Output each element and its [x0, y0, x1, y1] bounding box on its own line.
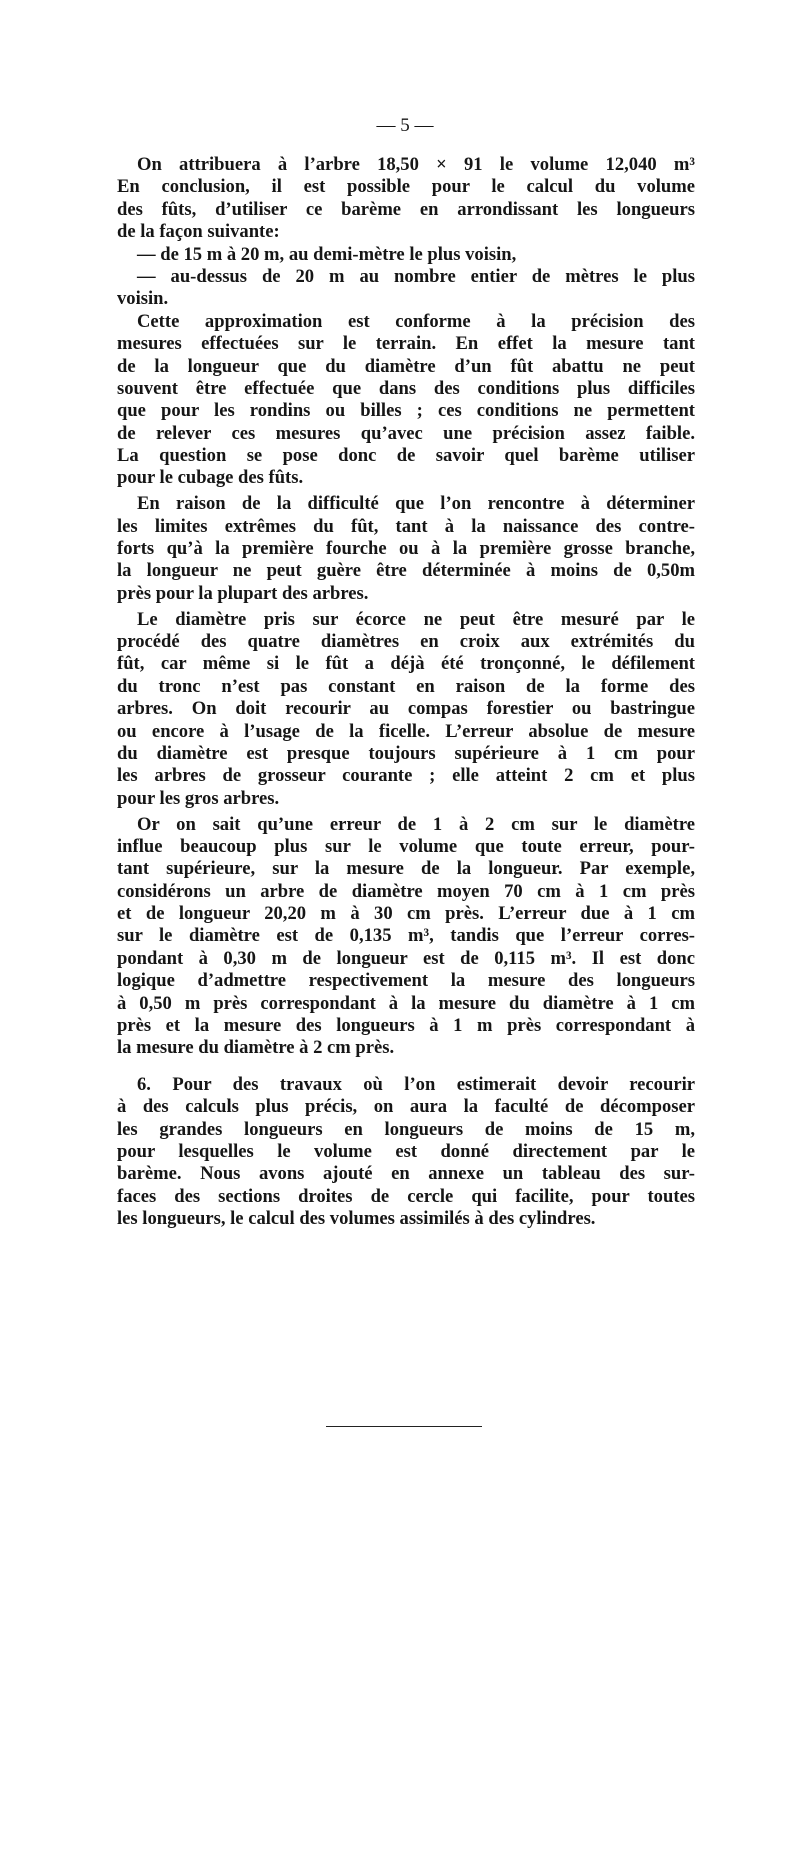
text-line: 6. Pour des travaux où l’on estimerait devoir recourir	[137, 1073, 695, 1095]
body-text	[117, 154, 695, 1234]
text-line: les longueurs, le calcul des volumes assimilés à des cylindres.	[117, 1208, 596, 1230]
text-line: pour le cubage des fûts.	[117, 467, 304, 489]
text-line: — au-dessus de 20 m au nombre entier de mètres le plus	[137, 265, 695, 287]
paragraph	[117, 311, 695, 490]
paragraph	[117, 244, 695, 266]
text-line: des fûts, d’utiliser ce barème en arrondissant les longueurs	[117, 198, 695, 220]
text-line: la longueur ne peut guère être déterminée à moins de 0,50m	[117, 560, 695, 582]
text-line: de la longueur que du diamètre d’un fût abattu ne peut	[117, 355, 695, 377]
text-line: du diamètre est presque toujours supérieure à 1 cm pour	[117, 742, 695, 764]
text-line: logique d’admettre respectivement la mesure des longueurs	[117, 970, 695, 992]
text-line: considérons un arbre de diamètre moyen 70 cm à 1 cm près	[117, 880, 695, 902]
text-line: La question se pose donc de savoir quel barème utiliser	[117, 445, 695, 467]
paragraph	[117, 1074, 695, 1231]
text-line: fût, car même si le fût a déjà été tronçonné, le défilement	[117, 653, 695, 675]
text-line: procédé des quatre diamètres en croix aux extrémités du	[117, 630, 695, 652]
text-line: voisin.	[117, 288, 169, 310]
text-line: les limites extrêmes du fût, tant à la naissance des contre-	[117, 515, 695, 537]
text-line: Le diamètre pris sur écorce ne peut être mesuré par le	[137, 608, 695, 630]
paragraph	[117, 266, 695, 311]
text-line: mesures effectuées sur le terrain. En effet la mesure tant	[117, 333, 695, 355]
text-line: les arbres de grosseur courante ; elle atteint 2 cm et plus	[117, 765, 695, 787]
paragraph	[117, 814, 695, 1060]
text-line: Cette approximation est conforme à la précision des	[137, 310, 695, 332]
text-line: sur le diamètre est de 0,135 m³, tandis que l’erreur corres-	[117, 925, 695, 947]
text-line: à 0,50 m près correspondant à la mesure du diamètre à 1 cm	[117, 992, 695, 1014]
text-line: forts qu’à la première fourche ou à la première grosse branche,	[117, 538, 695, 560]
text-line: la mesure du diamètre à 2 cm près.	[117, 1037, 395, 1059]
text-line: pondant à 0,30 m de longueur est de 0,115 m³. Il est donc	[117, 947, 695, 969]
text-line: — de 15 m à 20 m, au demi-mètre le plus voisin,	[137, 243, 517, 265]
text-line: pour les gros arbres.	[117, 787, 280, 809]
paragraph	[117, 493, 695, 605]
text-line: influe beaucoup plus sur le volume que toute erreur, pour-	[117, 835, 695, 857]
text-line: les grandes longueurs en longueurs de moins de 15 m,	[117, 1118, 695, 1140]
end-rule	[326, 1426, 482, 1427]
text-line: du tronc n’est pas constant en raison de la forme des	[117, 675, 695, 697]
text-line: faces des sections droites de cercle qui facilite, pour toutes	[117, 1185, 695, 1207]
text-line: souvent être effectuée que dans des conditions plus difficiles	[117, 377, 695, 399]
page-number: — 5 —	[376, 115, 434, 136]
text-line: En conclusion, il est possible pour le calcul du volume	[117, 176, 695, 198]
text-line: ou encore à l’usage de la ficelle. L’erreur absolue de mesure	[117, 720, 695, 742]
text-line: que pour les rondins ou billes ; ces conditions ne permettent	[117, 400, 695, 422]
text-line: de la façon suivante:	[117, 221, 280, 243]
paragraph	[117, 609, 695, 811]
text-line: et de longueur 20,20 m à 30 cm près. L’erreur due à 1 cm	[117, 903, 695, 925]
text-line: Or on sait qu’une erreur de 1 à 2 cm sur le diamètre	[137, 813, 695, 835]
text-line: près pour la plupart des arbres.	[117, 582, 369, 604]
text-line: de relever ces mesures qu’avec une précision assez faible.	[117, 422, 695, 444]
text-line: pour lesquelles le volume est donné directement par le	[117, 1140, 695, 1162]
text-line: barème. Nous avons ajouté en annexe un tableau des sur-	[117, 1163, 695, 1185]
text-line: arbres. On doit recourir au compas forestier ou bastringue	[117, 698, 695, 720]
text-line: tant supérieure, sur la mesure de la longueur. Par exemple,	[117, 858, 695, 880]
text-line: près et la mesure des longueurs à 1 m près correspondant à	[117, 1015, 695, 1037]
text-line: En raison de la difficulté que l’on rencontre à déterminer	[137, 493, 695, 515]
paragraph	[117, 154, 695, 244]
text-line: On attribuera à l’arbre 18,50 × 91 le volume 12,040 m³	[137, 154, 695, 175]
text-line: à des calculs plus précis, on aura la faculté de décomposer	[117, 1096, 695, 1118]
